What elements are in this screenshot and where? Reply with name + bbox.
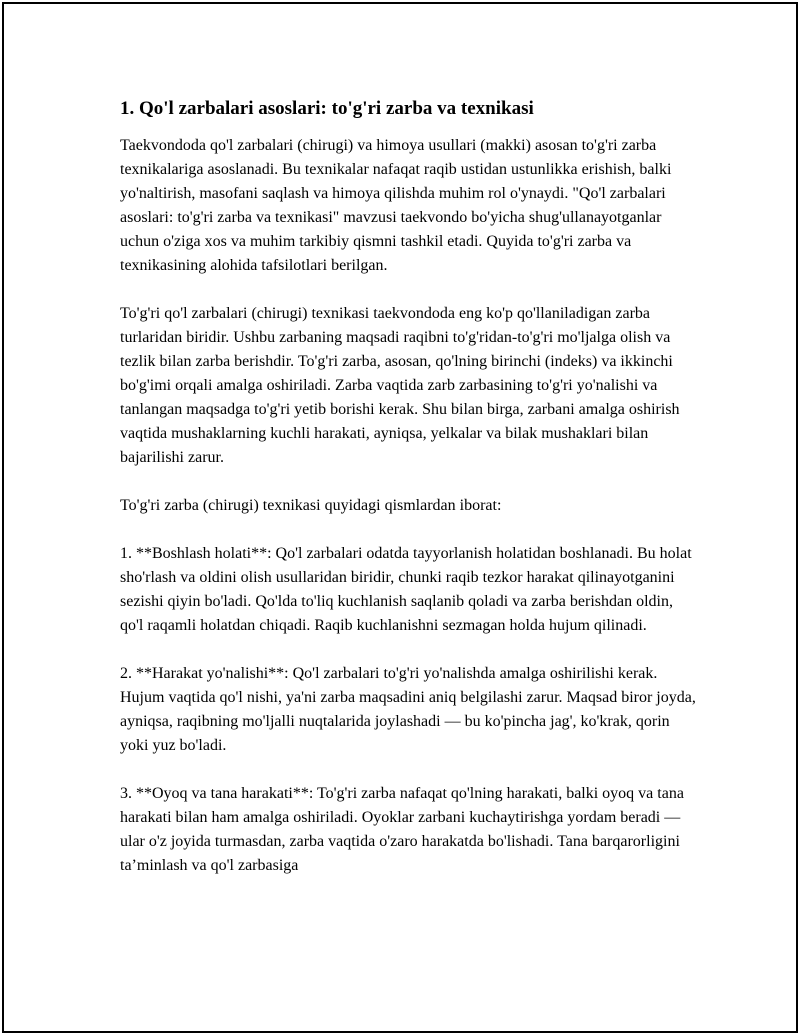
technique-paragraph: To'g'ri qo'l zarbalari (chirugi) texnikasi taekvondoda eng ko'p qo'llaniladigan zarba turlaridan biridir. Ushbu zarbaning maqsadi raqibni to'g'ridan-to'g'ri mo'ljalga olish va tezlik bilan zarba berishdir. To'g'ri zarba, asosan, qo'lning birinchi (indeks) va ikkinchi bo'g'imi orqali amalga oshiriladi. Zarba vaqtida zarb zarbasining to'g'ri yo'nalishi va tanlangan maqsadga to'g'ri yetib borishi kerak. Shu bilan birga, zarbani amalga oshirish vaqtida mushaklarning kuchli harakati, ayniqsa, yelkalar va bilak mushaklari bilan bajarilishi zarur.	[120, 305, 680, 466]
list-item-movement-direction: 2. **Harakat yo'nalishi**: Qo'l zarbalari to'g'ri yo'nalishda amalga oshirilishi kerak. Hujum vaqtida qo'l nishi, ya'ni zarba maqsadini aniq belgilashi zarur. Maqsad biror joyda, ayniqsa, raqibning mo'ljalli nuqtalarida joylashadi — bu ko'pincha jag', ko'krak, qorin yoki yuz bo'ladi.	[120, 665, 696, 754]
list-item-leg-body-movement: 3. **Oyoq va tana harakati**: To'g'ri zarba nafaqat qo'lning harakati, balki oyoq va tana harakati bilan ham amalga oshiriladi. Oyoklar zarbani kuchaytirishga yordam beradi — ular o'z joyida turmasdan, zarba vaqtida o'zaro harakatda bo'lishadi. Tana barqarorligini ta’minlash va qo'l zarbasiga	[120, 785, 684, 874]
components-intro-paragraph: To'g'ri zarba (chirugi) texnikasi quyidagi qismlardan iborat:	[120, 497, 502, 514]
page-frame	[2, 2, 798, 1033]
section-heading: 1. Qo'l zarbalari asoslari: to'g'ri zarba va texnikasi	[120, 98, 534, 119]
list-item-starting-position: 1. **Boshlash holati**: Qo'l zarbalari odatda tayyorlanish holatidan boshlanadi. Bu holat sho'rlash va oldini olish usullaridan biridir, chunki raqib tezkor harakat qilinayotganini sezishi qiyin bo'ladi. Qo'lda to'liq kuchlanish saqlanib qoladi va zarba berishdan oldin, qo'l raqamli holatdan chiqadi. Raqib kuchlanishni sezmagan holda hujum qilinadi.	[120, 545, 692, 634]
document-body	[120, 97, 700, 902]
intro-paragraph: Taekvondoda qo'l zarbalari (chirugi) va himoya usullari (makki) asosan to'g'ri zarba texnikalariga asoslanadi. Bu texnikalar nafaqat raqib ustidan ustunlikka erishish, balki yo'naltirish, masofani saqlash va himoya qilishda muhim rol o'ynaydi. "Qo'l zarbalari asoslari: to'g'ri zarba va texnikasi" mavzusi taekvondo bo'yicha shug'ullanayotganlar uchun o'ziga xos va muhim tarkibiy qismni tashkil etadi. Quyida to'g'ri zarba va texnikasining alohida tafsilotlari berilgan.	[120, 137, 672, 274]
